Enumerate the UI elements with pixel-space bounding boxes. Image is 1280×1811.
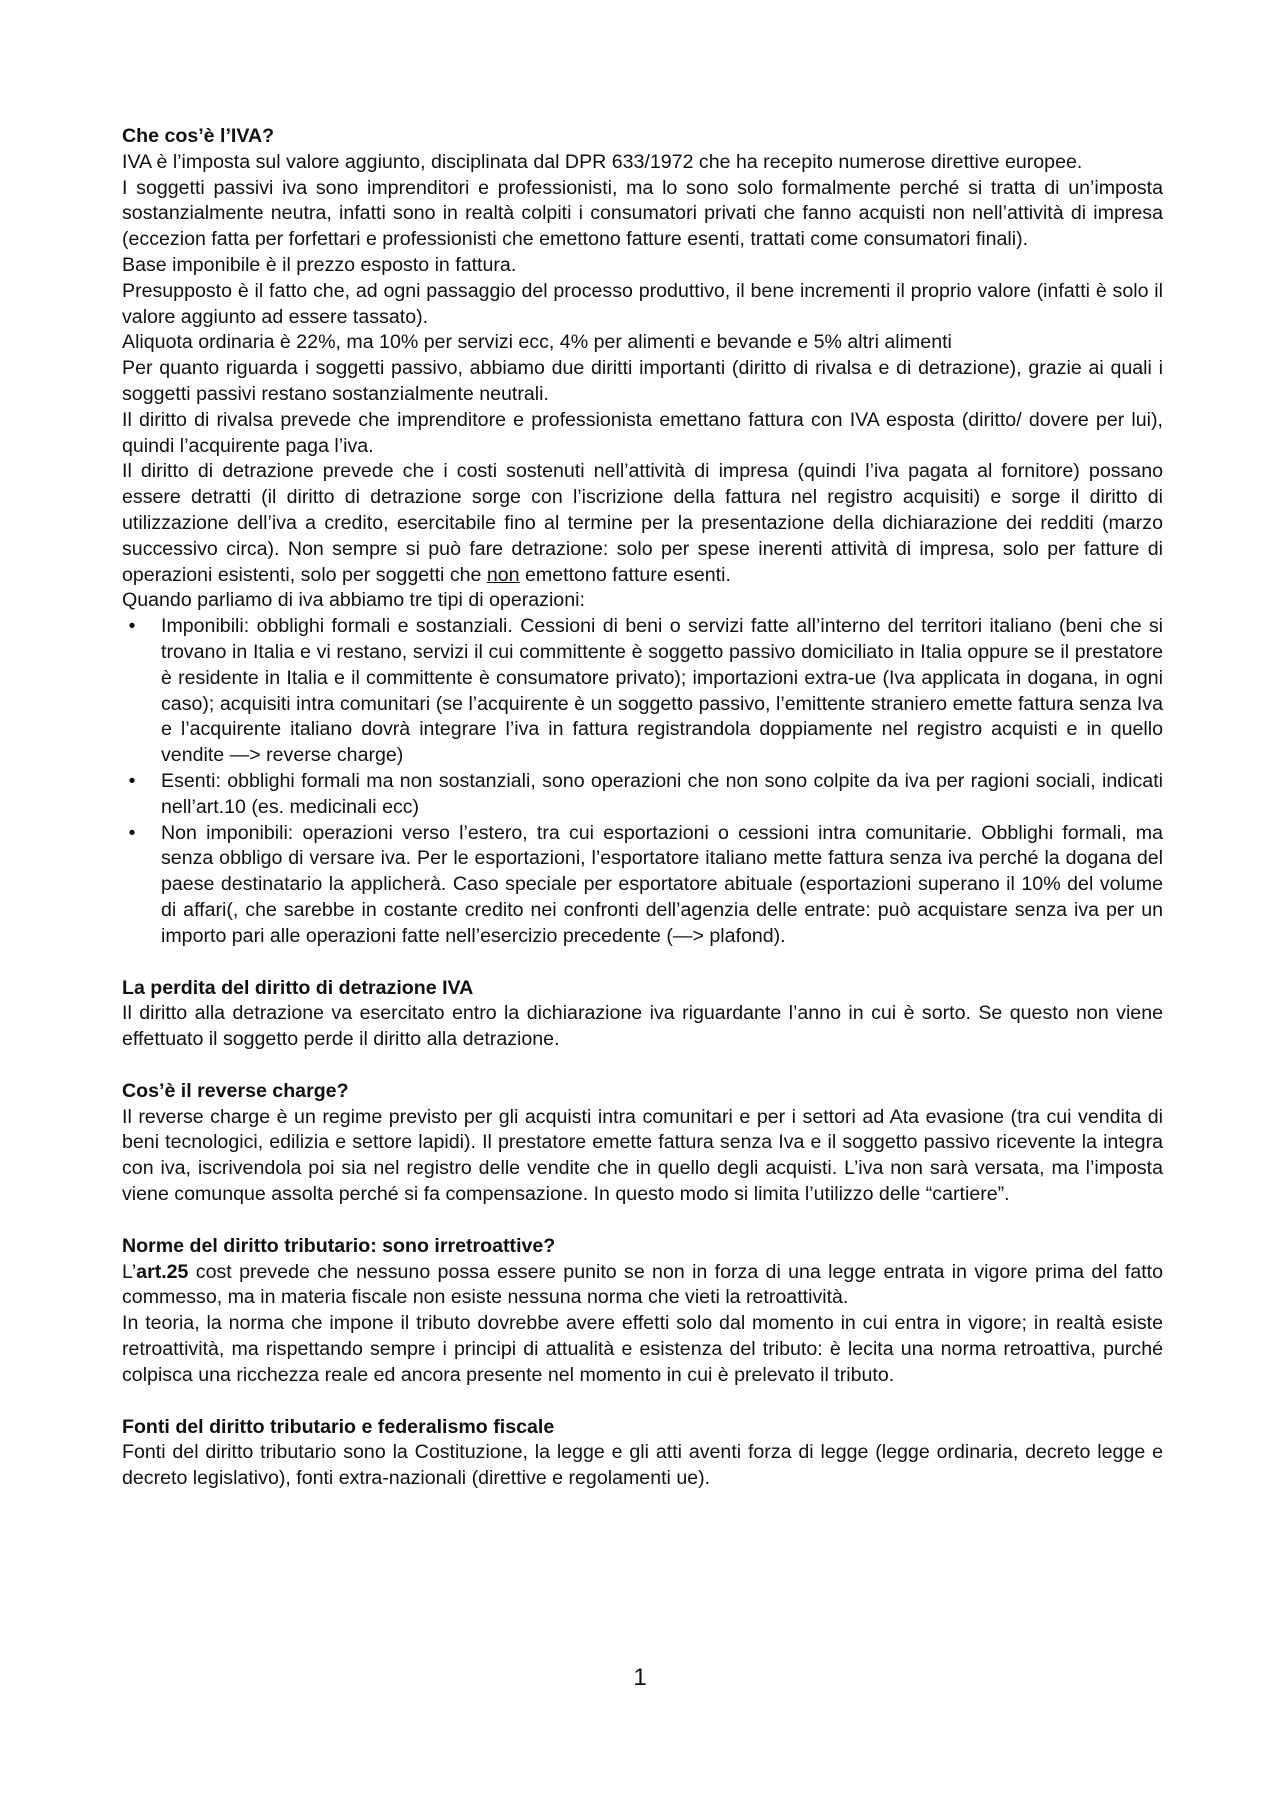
paragraph-detrazione — [122, 459, 1163, 588]
bold-text: art.25 — [136, 1260, 189, 1283]
paragraph: Base imponibile è il prezzo esposto in fattura. — [122, 253, 517, 276]
paragraph: Il diritto alla detrazione va esercitato entro la dichiarazione iva riguardante l’anno in cui è sorto. Se questo non viene effettuato il soggetto perde il diritto alla detrazione. — [122, 1002, 1163, 1051]
paragraph: I soggetti passivi iva sono imprenditori e professionisti, ma lo sono solo formalmente perché si tratta di un’imposta sostanzialmente neutra, infatti sono in realtà colpiti i consumatori privati che fanno acquisti non nell’attività di impresa (eccezion fatta per forfettari e professionisti che emettono fatture esenti, trattati come consumatori finali). — [122, 176, 1163, 251]
text: cost prevede che nessuno possa essere punito se non in forza di una legge entrata in vigore prima del fatto commesso, ma in materia fiscale non esiste nessuna norma che vieti la retroattività. — [122, 1260, 1163, 1309]
section-title-fonti: Fonti del diritto tributario e federalismo fiscale — [122, 1415, 555, 1438]
paragraph: Aliquota ordinaria è 22%, ma 10% per servizi ecc, 4% per alimenti e bevande e 5% altri alimenti — [122, 331, 952, 354]
text: L’ — [122, 1260, 137, 1283]
section-reverse-charge — [122, 1079, 1163, 1208]
section-title-perdita: La perdita del diritto di detrazione IVA — [122, 976, 474, 999]
paragraph: Fonti del diritto tributario sono la Costituzione, la legge e gli atti aventi forza di legge (legge ordinaria, decreto legge e decreto legislativo), fonti extra-nazionali (direttive e regolamenti ue). — [122, 1441, 1163, 1490]
section-perdita — [122, 976, 1163, 1053]
paragraph: In teoria, la norma che impone il tributo dovrebbe avere effetti solo dal momento in cui entra in vigore; in realtà esiste retroattività, ma rispettando sempre i principi di attualità e esistenza del tributo: è lecita una norma retroattiva, purché colpisca una ricchezza reale ed ancora presente nel momento in cui è prelevato il tributo. — [122, 1312, 1163, 1386]
text: Il diritto di detrazione prevede che i costi sostenuti nell’attività di impresa (quindi l’iva pagata al fornitore) possano essere detratti (il diritto di detrazione sorge con l’iscrizione della fattura nel registro acquisiti) e sorge il diritto di utilizzazione dell’iva a credito, esercitabile fino al termine per la presentazione della dichiarazione dei redditi (marzo successivo circa). Non sempre si può fare detrazione: solo per spese inerenti attività di impresa, solo per fatture di operazioni esistenti, solo per soggetti che — [122, 460, 1163, 586]
paragraph: Il reverse charge è un regime previsto per gli acquisti intra comunitari e per i settori ad Ata evasione (tra cui vendita di beni tecnologici, edilizia e settore lapidi). Il prestatore emette fattura senza Iva e il soggetto passivo ricevente la integra con iva, iscrivendola poi sia nel registro delle vendite che in quello degli acquisti. L’iva non sarà versata, ma l’imposta viene comunque assolta perché si fa compensazione. In questo modo si limita l’utilizzo delle “cartiere”. — [122, 1105, 1163, 1206]
page-number: 1 — [633, 1664, 647, 1691]
document-body — [122, 124, 1163, 1492]
section-title-reverse-charge: Cos’è il reverse charge? — [122, 1079, 349, 1102]
list-item-text: Imponibili: obblighi formali e sostanziali. Cessioni di beni o servizi fatte all’interno del territori italiano (beni che si trovano in Italia e vi restano, servizi il cui committente è soggetto passivo domiciliato in Italia oppure se il prestatore è residente in Italia e il committente è consumatore privato); importazioni extra-ue (Iva applicata in dogana, in ogni caso); acquisiti intra comunitari (se l’acquirente è un soggetto passivo, l’emittente straniero emette fattura senza Iva e l’acquirente italiano dovrà integrare l’iva in fattura registrandola doppiamente nel registro acquisti e in quello vendite —> reverse charge) — [161, 615, 1163, 767]
paragraph-art25 — [122, 1260, 1163, 1312]
section-fonti — [122, 1415, 1163, 1492]
bullet-icon: • — [128, 615, 136, 638]
bullet-icon: • — [128, 769, 136, 792]
underlined-text: non — [486, 563, 520, 586]
bullet-icon: • — [128, 821, 136, 844]
list-item — [122, 821, 1163, 950]
paragraph: Per quanto riguarda i soggetti passivo, abbiamo due diritti importanti (diritto di rivalsa e di detrazione), grazie ai quali i soggetti passivi restano sostanzialmente neutrali. — [122, 357, 1163, 405]
section-iva — [122, 124, 1163, 950]
paragraph: Il diritto di rivalsa prevede che imprenditore e professionista emettano fattura con IVA esposta (diritto/ dovere per lui), quindi l’acquirente paga l’iva. — [122, 408, 1163, 457]
paragraph: Presupposto è il fatto che, ad ogni passaggio del processo produttivo, il bene incrementi il proprio valore (infatti è solo il valore aggiunto ad essere tassato). — [122, 279, 1163, 328]
section-norme — [122, 1234, 1163, 1389]
paragraph: IVA è l’imposta sul valore aggiunto, disciplinata dal DPR 633/1972 che ha recepito numerose direttive europee. — [122, 150, 1083, 173]
list-item-text: Esenti: obblighi formali ma non sostanziali, sono operazioni che non sono colpite da iva per ragioni sociali, indicati nell’art.10 (es. medicinali ecc) — [161, 769, 1163, 818]
paragraph: Quando parliamo di iva abbiamo tre tipi di operazioni: — [122, 589, 585, 612]
list-item — [122, 614, 1163, 769]
section-title-iva: Che cos’è l’IVA? — [122, 125, 275, 147]
text: emettono fatture esenti. — [519, 563, 731, 586]
operations-list — [122, 614, 1163, 949]
list-item-text: Non imponibili: operazioni verso l’estero, tra cui esportazioni o cessioni intra comunitarie. Obblighi formali, ma senza obbligo di versare iva. Per le esportazioni, l’esportatore italiano mette fattura senza iva perché la dogana del paese destinatario la applicherà. Caso speciale per esportatore abituale (esportazioni superano il 10% del volume di affari(, che sarebbe in costante credito nei confronti dell’agenzia delle entrate: può acquistare senza iva per un importo pari alle operazioni fatte nell’esercizio precedente (—> plafond). — [161, 821, 1163, 947]
list-item — [122, 769, 1163, 821]
section-title-norme: Norme del diritto tributario: sono irretroattive? — [122, 1234, 556, 1257]
